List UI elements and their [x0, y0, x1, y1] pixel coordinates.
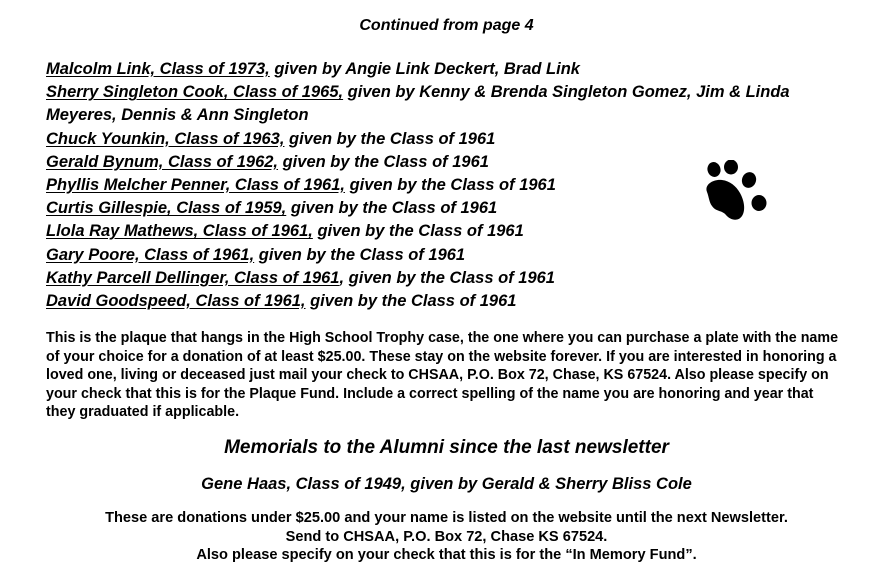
given-by: given by the Class of 1961 — [284, 129, 496, 148]
donation-note-line: Send to CHSAA, P.O. Box 72, Chase KS 67524. — [285, 528, 608, 545]
donation-note — [0, 509, 893, 565]
given-by: given by the Class of 1961 — [278, 152, 489, 171]
given-by: given by Kenny & Brenda Singleton Gomez, Jim & Linda Meyeres, Dennis & Ann Singleton — [46, 83, 790, 125]
given-by: , given by the Class of 1961 — [339, 268, 555, 287]
donation-note-line: Also please specify on your check that this is for the “In Memory Fund”. — [196, 547, 697, 563]
plaque-info-paragraph: This is the plaque that hangs in the High School Trophy case, the one where you can purchase a plate with the name of your choice for a donation of at least $25.00. These stay on the website forever. If you are interested in honoring a loved one, living or deceased just mail your check to CHSAA, P.O. Box 72, Chase, KS 67524. Also please specify on your check that this is for the Plaque Fund. Include a correct spelling of the name you are honoring and year that they graduated if applicable. — [46, 330, 839, 421]
given-by: given by the Class of 1961 — [254, 245, 466, 264]
honoree-name: Llola Ray Mathews, Class of 1961, — [46, 222, 313, 241]
honoree-name: Gerald Bynum, Class of 1962, — [46, 152, 279, 171]
given-by: given by the Class of 1961 — [312, 222, 524, 241]
honoree-name: Gary Poore, Class of 1961, — [46, 245, 255, 264]
list-item — [46, 128, 826, 151]
honoree-name: Chuck Younkin, Class of 1963, — [46, 129, 285, 148]
memorial-entry: Gene Haas, Class of 1949, given by Gerald & Sherry Bliss Cole — [201, 475, 692, 493]
list-item — [46, 290, 826, 313]
given-by: given by the Class of 1961 — [305, 292, 517, 311]
list-item — [46, 244, 826, 267]
donation-note-line: These are donations under $25.00 and your name is listed on the website until the next Newsletter. — [105, 510, 788, 526]
list-item — [46, 81, 826, 127]
given-by: given by Angie Link Deckert, Brad Link — [269, 60, 580, 78]
list-item — [46, 267, 826, 290]
honoree-name: Kathy Parcell Dellinger, Class of 1961 — [46, 268, 340, 287]
paw-print-icon — [702, 160, 770, 226]
honoree-name: Sherry Singleton Cook, Class of 1965, — [46, 83, 344, 102]
continued-from-label: Continued from page 4 — [359, 17, 534, 34]
honoree-name: Phyllis Melcher Penner, Class of 1961, — [46, 176, 345, 195]
list-item — [46, 58, 826, 81]
given-by: given by the Class of 1961 — [286, 199, 498, 218]
memorials-heading: Memorials to the Alumni since the last newsletter — [224, 437, 669, 458]
given-by: given by the Class of 1961 — [344, 176, 556, 195]
honoree-name: Curtis Gillespie, Class of 1959, — [46, 199, 287, 218]
honoree-name: Malcolm Link, Class of 1973, — [46, 60, 270, 78]
honoree-name: David Goodspeed, Class of 1961, — [46, 292, 306, 311]
